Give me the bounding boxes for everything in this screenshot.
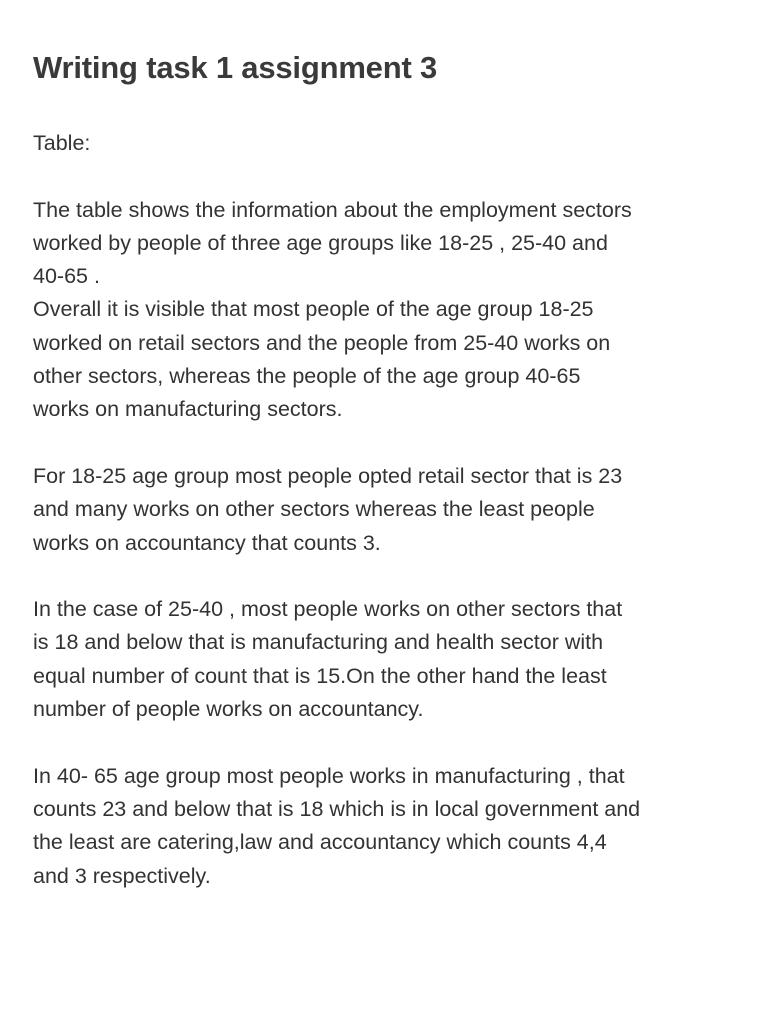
paragraph-age-40-65: In 40- 65 age group most people works in manufacturing , that counts 23 and below that is 18 which is in local government and the least are catering,law and accountancy which counts 4,4 and 3 respectively. bbox=[33, 763, 641, 888]
note-title: Writing task 1 assignment 3 bbox=[33, 50, 438, 85]
table-label: Table: bbox=[33, 131, 91, 155]
paragraph-overview: Overall it is visible that most people of the age group 18-25 worked on retail sectors and the people from 25-40 works on other sectors, whereas the people of the age group 40-65 works on manufacturing sectors. bbox=[33, 297, 611, 422]
paragraph-introduction: The table shows the information about the employment sectors worked by people of three age groups like 18-25 , 25-40 and 40-65 . bbox=[33, 197, 632, 289]
paragraph-age-18-25: For 18-25 age group most people opted retail sector that is 23 and many works on other sectors whereas the least people works on accountancy that counts 3. bbox=[33, 463, 623, 555]
paragraph-age-25-40: In the case of 25-40 , most people works on other sectors that is 18 and below that is manufacturing and health sector with equal number of count that is 15.On the other hand the least number of people works on accountancy. bbox=[33, 597, 623, 722]
